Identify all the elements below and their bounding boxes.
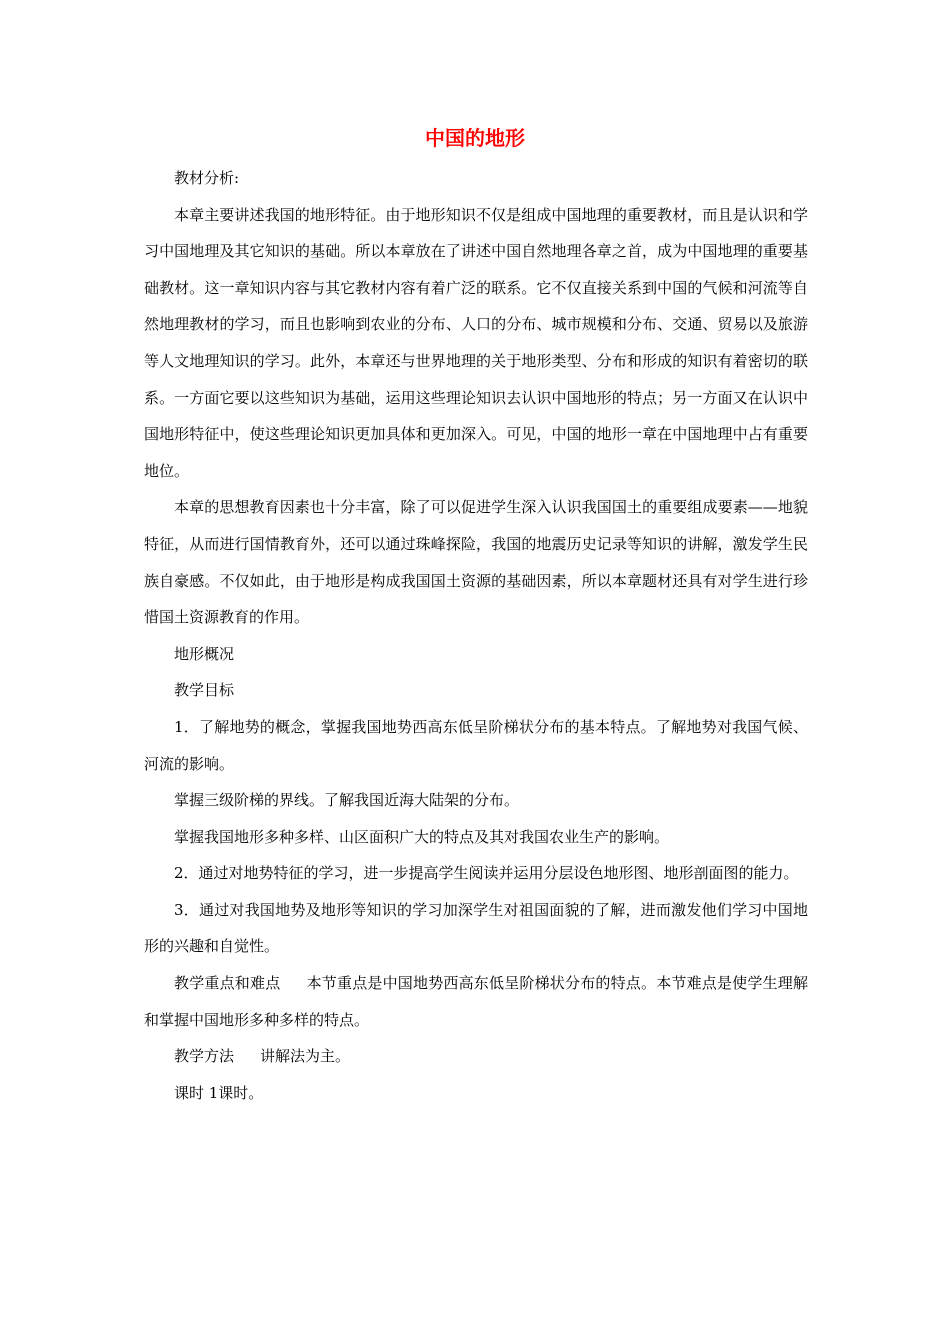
teaching-method-label: 教学方法 xyxy=(174,1047,235,1066)
paragraph-ideological-education: 本章的思想教育因素也十分丰富，除了可以促进学生深入认识我国国土的重要组成要素——地貌特征，从而进行国情教育外，还可以通过珠峰探险，我国的地震历史记录等知识的讲解，激发学生民族自豪感。不仅如此，由于地形是构成我国国土资源的基础因素，所以本章题材还具有对学生进行珍惜国土资源教育的作用。 xyxy=(144,498,808,627)
teaching-method-paragraph xyxy=(144,1038,808,1075)
overview-heading: 地形概况 xyxy=(174,644,235,663)
document-title: 中国的地形 xyxy=(425,126,525,150)
document-body xyxy=(144,160,808,1111)
goal-1: 1．了解地势的概念，掌握我国地势西高东低呈阶梯状分布的基本特点。了解地势对我国气候、河流的影响。 xyxy=(144,717,808,773)
goal-2: 2．通过对地势特征的学习，进一步提高学生阅读并运用分层设色地形图、地形剖面图的能力。 xyxy=(174,864,799,883)
teaching-method-text: 讲解法为主。 xyxy=(260,1047,351,1066)
goal-3: 3．通过对我国地势及地形等知识的学习加深学生对祖国面貌的了解，进而激发他们学习中国地形的兴趣和自觉性。 xyxy=(144,900,808,956)
teaching-goals-heading: 教学目标 xyxy=(174,681,235,700)
paragraph-chapter-overview: 本章主要讲述我国的地形特征。由于地形知识不仅是组成中国地理的重要教材，而且是认识和学习中国地理及其它知识的基础。所以本章放在了讲述中国自然地理各章之首，成为中国地理的重要基础教材。这一章知识内容与其它教材内容有着广泛的联系。它不仅直接关系到中国的气候和河流等自然地理教材的学习，而且也影响到农业的分布、人口的分布、城市规模和分布、交通、贸易以及旅游等人文地理知识的学习。此外，本章还与世界地理的关于地形类型、分布和形成的知识有着密切的联系。一方面它要以这些知识为基础，运用这些理论知识去认识中国地形的特点；另一方面又在认识中国地形特征中，使这些理论知识更加具体和更加深入。可见，中国的地形一章在中国地理中占有重要地位。 xyxy=(144,205,808,480)
key-points-label: 教学重点和难点 xyxy=(174,974,281,993)
key-points-text: 本节重点是中国地势西高东低呈阶梯状分布的特点。本节难点是使学生理解和掌握中国地形多种多样的特点。 xyxy=(144,974,808,1029)
analysis-heading: 教材分析: xyxy=(174,169,240,187)
key-points-paragraph xyxy=(144,965,808,1038)
goal-1b: 掌握三级阶梯的界线。了解我国近海大陆架的分布。 xyxy=(174,791,520,810)
goal-1c: 掌握我国地形多种多样、山区面积广大的特点及其对我国农业生产的影响。 xyxy=(174,827,670,846)
class-hours: 课时 1课时。 xyxy=(174,1083,264,1102)
